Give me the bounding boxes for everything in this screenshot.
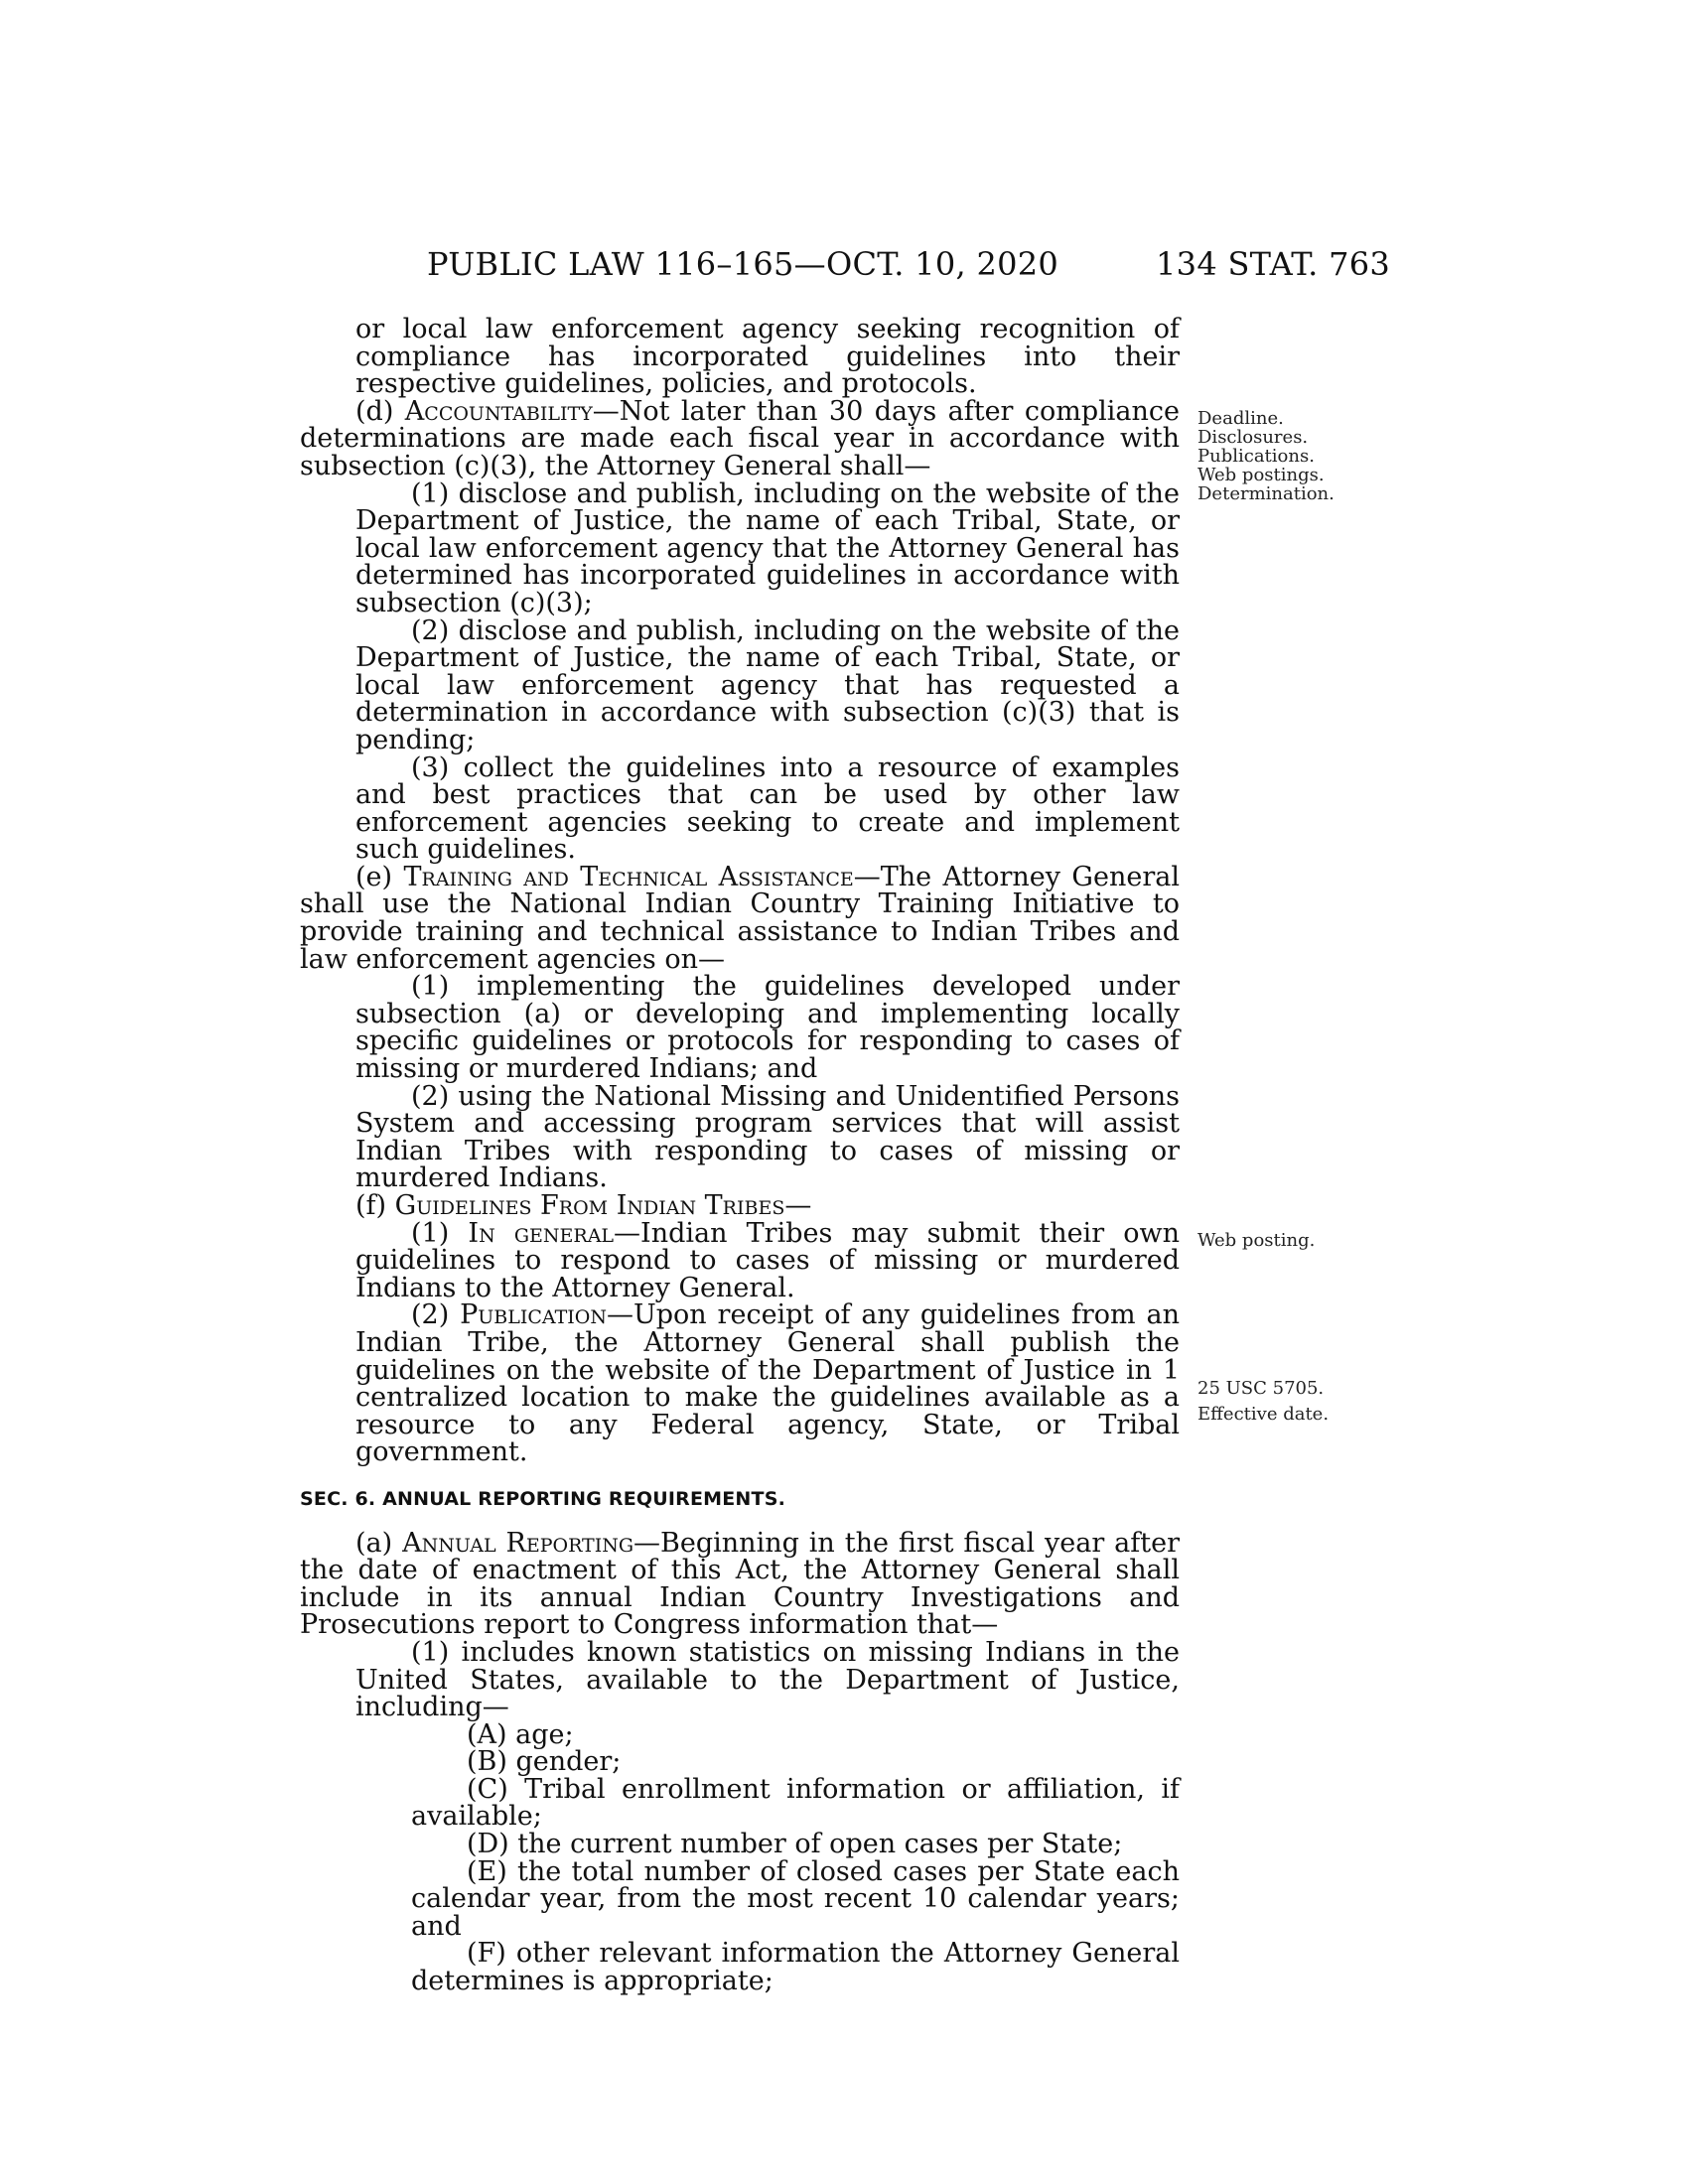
subsection-d: [300, 395, 1180, 481]
paragraph-f2-heading: Publication: [460, 1299, 607, 1331]
margin-note-effective-date: Effective date.: [1197, 1404, 1330, 1425]
margin-note-usc: 25 USC 5705.: [1197, 1378, 1325, 1399]
subsection-a-text: —Beginning in the first fiscal year after the date of enactment of this Act, the Attorney General shall include in its annual Indian Country Investigations and Prosecutions report to Congress information that—: [300, 1527, 1181, 1641]
paragraph-e1: (1) implementing the guidelines developed under subsection (a) or developing and implementing locally specific guidelines or protocols for responding to cases of missing or murdered Indians; and: [355, 971, 1180, 1085]
subparagraph-a-E: (E) the total number of closed cases per State each calendar year, from the most recent 10 calendar years; and: [411, 1855, 1180, 1942]
margin-note-deadline-block: [1197, 409, 1335, 503]
subsection-a: [300, 1527, 1181, 1641]
paragraph-f2-enum: (2): [411, 1299, 461, 1331]
running-head-title: PUBLIC LAW 116–165—OCT. 10, 2020: [427, 245, 1059, 283]
subparagraph-a-F: (F) other relevant information the Attorney General determines is appropriate;: [411, 1938, 1180, 1997]
subsection-d-text: —Not later than 30 days after compliance determinations are made each fiscal year in accordance with subsection (c)(3), the Attorney General shall—: [300, 395, 1180, 481]
paragraph-d1: (1) disclose and publish, including on the website of the Department of Justice, the name of each Tribal, State, or local law enforcement agency that the Attorney General has determined has incorporated guidelines in accordance with subsection (c)(3);: [355, 478, 1180, 618]
paragraph-d3: (3) collect the guidelines into a resource of examples and best practices that can be used by other law enforcement agencies seeking to create and implement such guidelines.: [355, 751, 1180, 866]
subsection-e-enum: (e): [355, 861, 404, 892]
subsection-e-heading: Training and Technical Assistance: [403, 861, 854, 892]
paragraph-f2: [300, 1301, 1180, 1466]
subparagraph-a-D: (D) the current number of open cases per State;: [467, 1829, 1123, 1860]
margin-note-publications: Publications.: [1197, 446, 1315, 467]
paragraph-f1-text: —Indian Tribes may submit their own guidelines to respond to cases of missing or murdered Indians to the Attorney General.: [355, 1217, 1181, 1303]
running-head-stat-page: 134 STAT. 763: [1156, 245, 1391, 283]
continued-paragraph: or local law enforcement agency seeking recognition of compliance has incorporated guidelines into their respective guidelines, policies, and protocols.: [355, 314, 1180, 400]
margin-note-determination: Determination.: [1197, 483, 1335, 504]
subsection-e-text: —The Attorney General shall use the National Indian Country Training Initiative to provide training and technical assistance to Indian Tribes and law enforcement agencies on—: [300, 861, 1180, 975]
margin-note-web-posting: Web posting.: [1197, 1230, 1316, 1251]
paragraph-f1-enum: (1): [411, 1217, 469, 1249]
subparagraph-a-C: (C) Tribal enrollment information or affiliation, if available;: [411, 1773, 1180, 1833]
subsection-f-enum: (f): [355, 1190, 395, 1221]
paragraph-f1-heading: In general: [468, 1217, 615, 1249]
subsection-a-heading: Annual Reporting: [402, 1527, 634, 1559]
subsection-f: [300, 1192, 1180, 1220]
subsection-f-text: —: [784, 1190, 812, 1221]
subsection-d-enum: (d): [355, 395, 405, 427]
paragraph-f2-text: —Upon receipt of any guidelines from an Indian Tribe, the Attorney General shall publish the guidelines on the website of the Department of Justice in 1 centralized location to make the guidelines available as a resource to any Federal agency, State, or Tribal government.: [355, 1299, 1180, 1468]
paragraph-d2: (2) disclose and publish, including on the website of the Department of Justice, the name of each Tribal, State, or local law enforcement agency that has requested a determination in accordance with subsection (c)(3) that is pending;: [355, 614, 1180, 755]
margin-note-deadline: Deadline.: [1197, 408, 1284, 429]
margin-note-disclosures: Disclosures.: [1197, 427, 1309, 448]
subsection-a-enum: (a): [355, 1527, 403, 1559]
paragraph-e2: (2) using the National Missing and Unidentified Persons System and accessing program services that will assist Indian Tribes with responding to cases of missing or murdered Indians.: [355, 1080, 1180, 1194]
statute-body: [300, 316, 1180, 1995]
subsection-e: [300, 861, 1180, 975]
paragraph-a1: (1) includes known statistics on missing Indians in the United States, available to the Department of Justice, including—: [355, 1636, 1180, 1723]
subparagraph-a-A: (A) age;: [467, 1718, 574, 1750]
subsection-f-heading: Guidelines From Indian Tribes: [394, 1190, 785, 1221]
margin-note-web-postings: Web postings.: [1197, 465, 1325, 485]
subparagraph-a-B: (B) gender;: [467, 1746, 622, 1778]
section-6-heading: SEC. 6. ANNUAL REPORTING REQUIREMENTS.: [300, 1487, 785, 1510]
paragraph-f1: [300, 1217, 1181, 1303]
subsection-d-heading: Accountability: [404, 395, 593, 427]
